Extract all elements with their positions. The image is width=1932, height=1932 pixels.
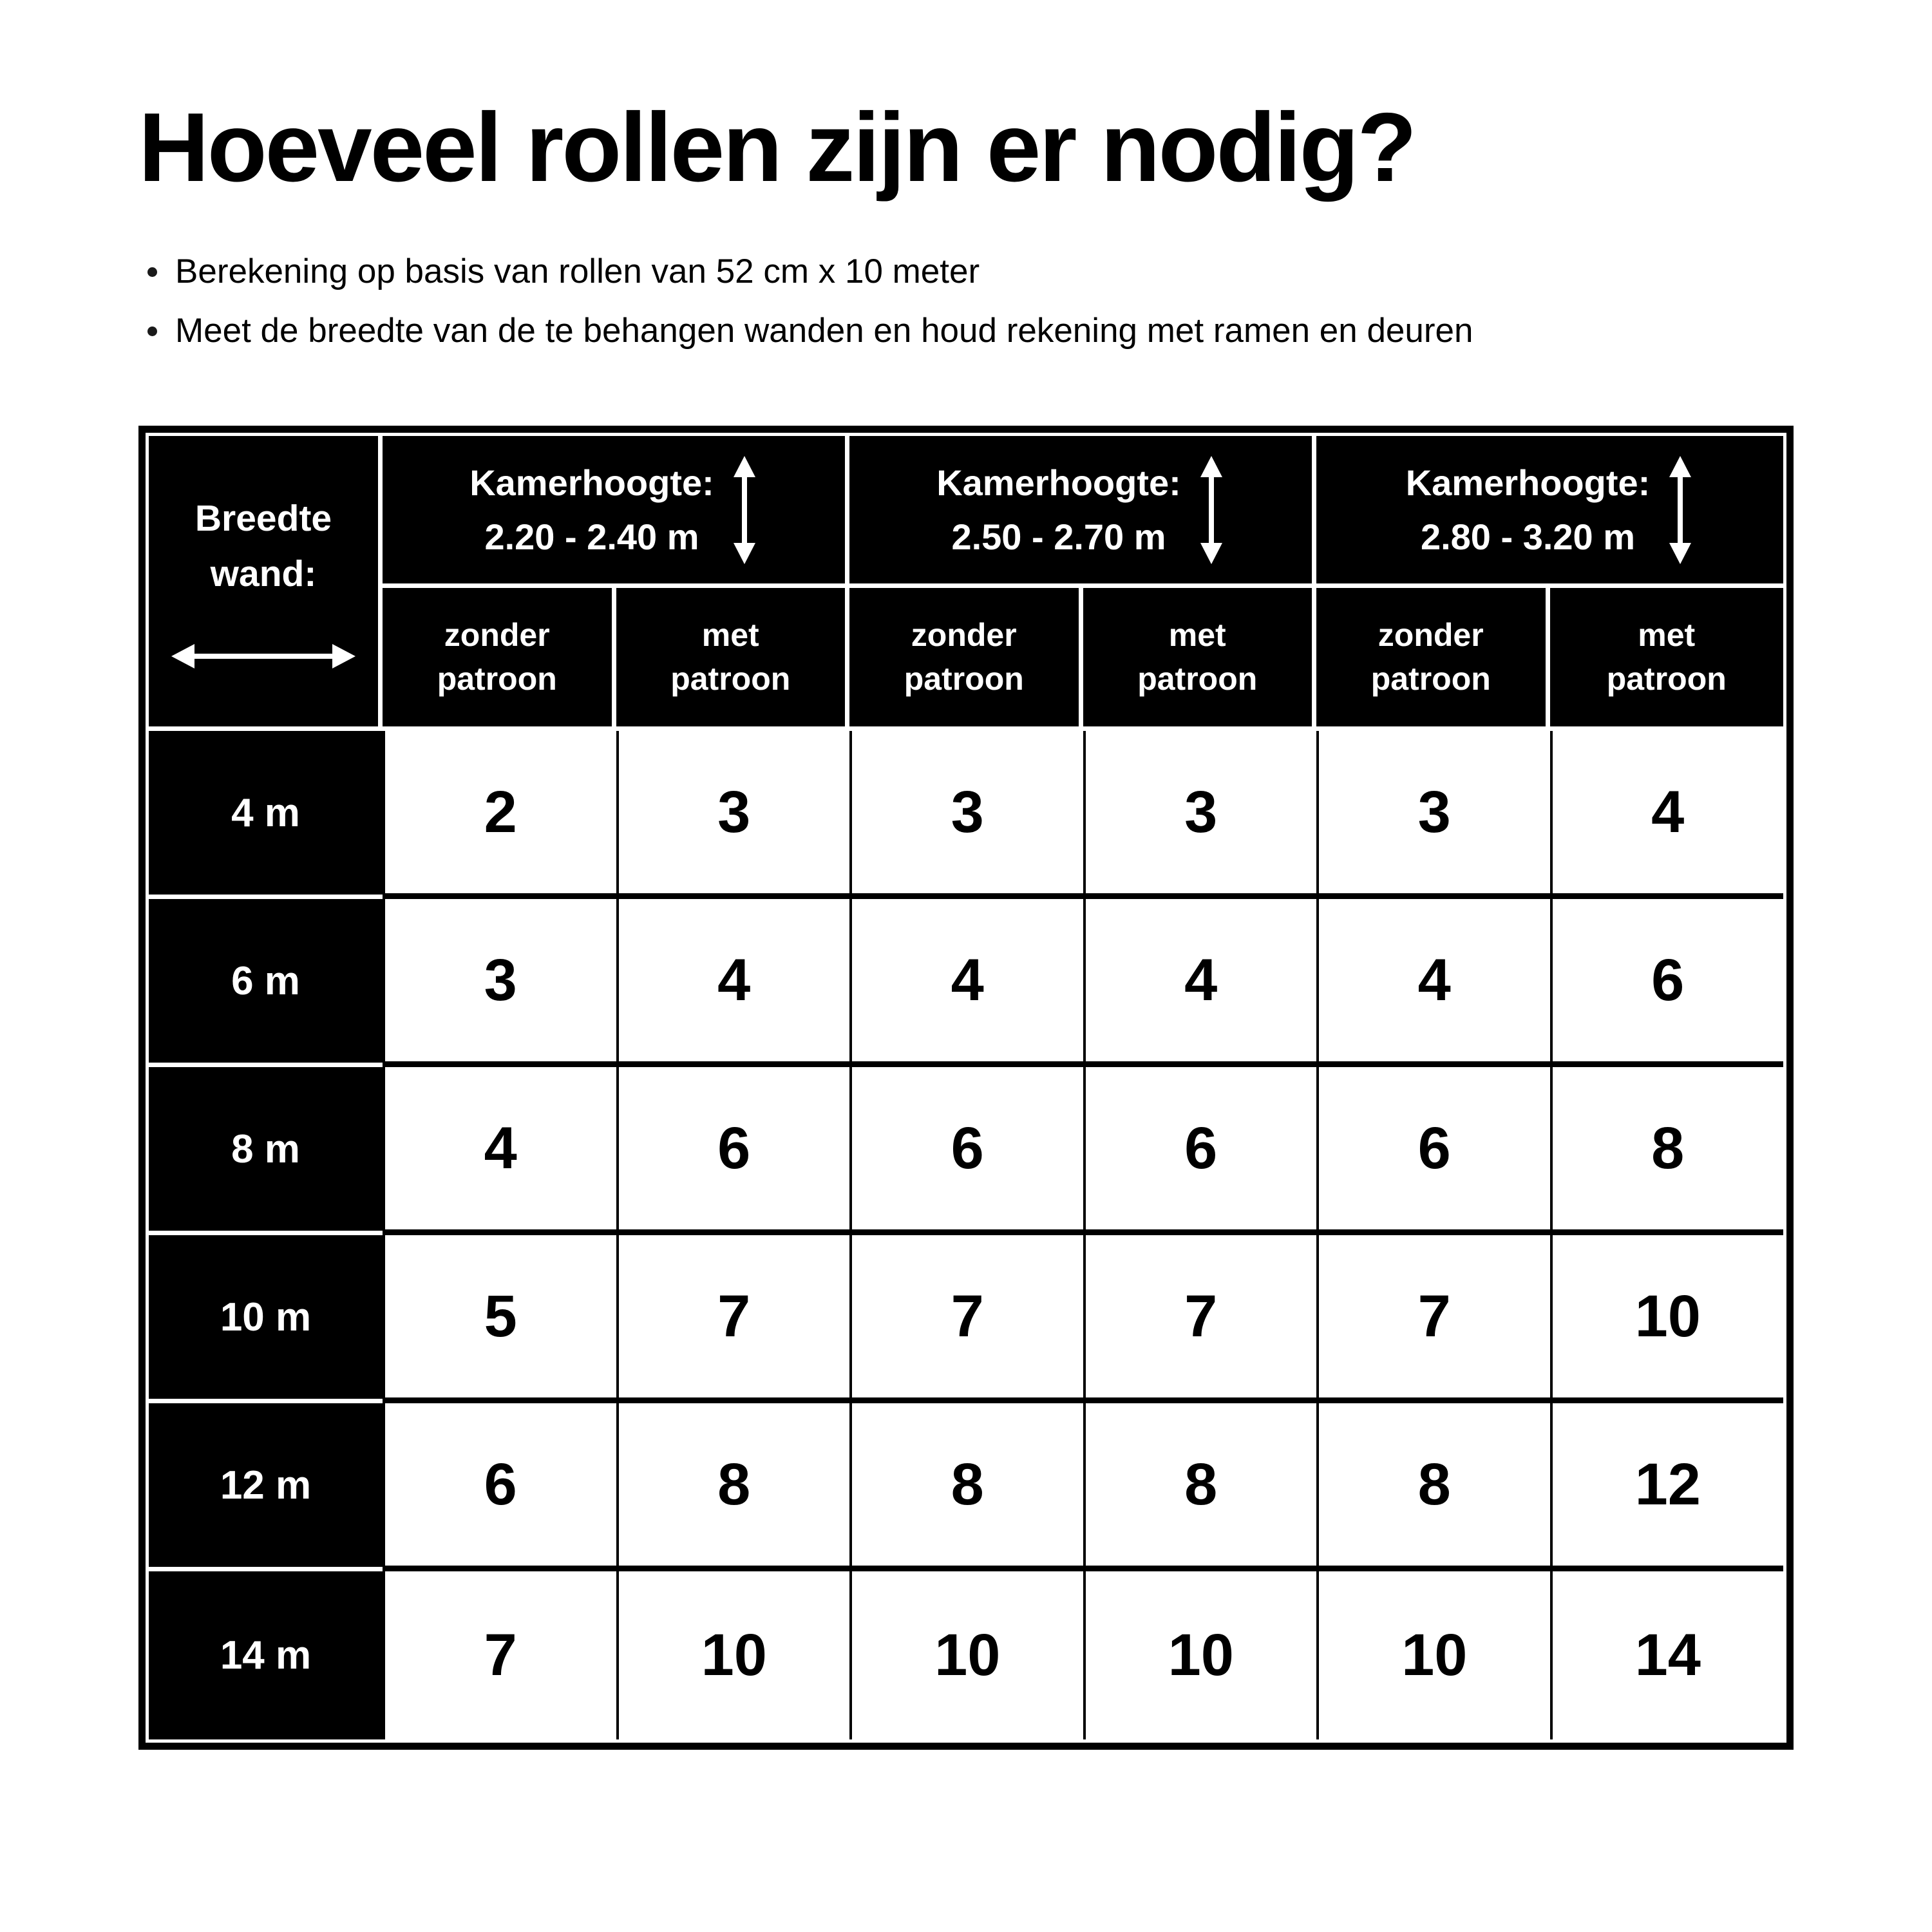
- list-item: [138, 309, 1794, 354]
- value-cell: 10: [616, 1571, 850, 1739]
- value-cell: 7: [383, 1571, 616, 1739]
- value-cell: 4: [1083, 899, 1317, 1067]
- subheader-label: met patroon: [670, 617, 791, 697]
- value-cell: 8: [849, 1403, 1083, 1571]
- subheader-label: met patroon: [1137, 617, 1258, 697]
- list-item: [138, 250, 1794, 294]
- subheader-zonder-patroon: [849, 588, 1083, 731]
- subheader-met-patroon: [1083, 588, 1317, 731]
- subheader-zonder-patroon: [383, 588, 616, 731]
- table-row: [149, 731, 1783, 899]
- corner-header-label: [195, 491, 332, 601]
- row-label: 6 m: [149, 899, 383, 1067]
- subheader-zonder-patroon: [1316, 588, 1550, 731]
- vertical-double-arrow-icon: [731, 456, 758, 564]
- value-cell: 4: [1316, 899, 1550, 1067]
- value-cell: 6: [1550, 899, 1784, 1067]
- bullet-text: Berekening op basis van rollen van 52 cm x 10 meter: [175, 252, 980, 290]
- rolls-table: [138, 426, 1794, 1750]
- table-row: [149, 1571, 1783, 1739]
- value-cell: 2: [383, 731, 616, 899]
- vertical-double-arrow-icon: [1667, 456, 1694, 564]
- subheader-label: zonder patroon: [1370, 617, 1491, 697]
- value-cell: 10: [1316, 1571, 1550, 1739]
- value-cell: 3: [1316, 731, 1550, 899]
- row-label: 8 m: [149, 1067, 383, 1235]
- horizontal-double-arrow-icon: [171, 641, 355, 671]
- value-cell: 8: [616, 1403, 850, 1571]
- value-cell: 3: [849, 731, 1083, 899]
- value-cell: 3: [1083, 731, 1317, 899]
- value-cell: 6: [1083, 1067, 1317, 1235]
- bullet-icon: [147, 267, 157, 277]
- page-title: Hoeveel rollen zijn er nodig?: [138, 93, 1416, 202]
- value-cell: 14: [1550, 1571, 1784, 1739]
- group-header-text: [469, 456, 714, 564]
- value-cell: 12: [1550, 1403, 1784, 1571]
- row-label: 12 m: [149, 1403, 383, 1571]
- value-cell: 7: [1083, 1235, 1317, 1403]
- bullet-list: [138, 250, 1794, 354]
- corner-label-line1: Breedte: [194, 498, 332, 540]
- corner-header-breedte-wand: [149, 436, 383, 731]
- value-cell: 4: [616, 899, 850, 1067]
- table-row: [149, 899, 1783, 1067]
- group-header-kamerhoogte-1: [383, 436, 849, 588]
- group-range: 2.20 - 2.40 m: [484, 516, 699, 557]
- value-cell: 10: [1550, 1235, 1784, 1403]
- value-cell: 8: [1550, 1067, 1784, 1235]
- group-header-kamerhoogte-2: [849, 436, 1316, 588]
- value-cell: 7: [616, 1235, 850, 1403]
- vertical-double-arrow-icon: [1198, 456, 1225, 564]
- value-cell: 4: [849, 899, 1083, 1067]
- group-title: Kamerhoogte:: [936, 462, 1181, 503]
- value-cell: 5: [383, 1235, 616, 1403]
- value-cell: 6: [383, 1403, 616, 1571]
- group-range: 2.50 - 2.70 m: [951, 516, 1166, 557]
- row-label: 10 m: [149, 1235, 383, 1403]
- table-row: [149, 1235, 1783, 1403]
- group-header-text: [1406, 456, 1651, 564]
- row-label: 14 m: [149, 1571, 383, 1739]
- group-title: Kamerhoogte:: [1405, 462, 1651, 503]
- value-cell: 10: [849, 1571, 1083, 1739]
- row-label: 4 m: [149, 731, 383, 899]
- bullet-icon: [147, 327, 157, 336]
- value-cell: 6: [1316, 1067, 1550, 1235]
- value-cell: 4: [1550, 731, 1784, 899]
- group-title: Kamerhoogte:: [469, 462, 714, 503]
- subheader-met-patroon: [616, 588, 850, 731]
- value-cell: 7: [849, 1235, 1083, 1403]
- value-cell: 8: [1083, 1403, 1317, 1571]
- value-cell: 7: [1316, 1235, 1550, 1403]
- group-header-text: [936, 456, 1181, 564]
- subheader-met-patroon: [1550, 588, 1784, 731]
- subheader-label: zonder patroon: [904, 617, 1024, 697]
- subheader-label: zonder patroon: [437, 617, 557, 697]
- table-row: [149, 1067, 1783, 1235]
- group-header-kamerhoogte-3: [1316, 436, 1783, 588]
- value-cell: 6: [849, 1067, 1083, 1235]
- value-cell: 6: [616, 1067, 850, 1235]
- value-cell: 8: [1316, 1403, 1550, 1571]
- corner-label-line2: wand:: [210, 553, 317, 594]
- subheader-label: met patroon: [1606, 617, 1727, 697]
- value-cell: 3: [616, 731, 850, 899]
- group-range: 2.80 - 3.20 m: [1420, 516, 1636, 557]
- value-cell: 3: [383, 899, 616, 1067]
- bullet-text: Meet de breedte van de te behangen wanden en houd rekening met ramen en deuren: [175, 312, 1473, 350]
- value-cell: 4: [383, 1067, 616, 1235]
- value-cell: 10: [1083, 1571, 1317, 1739]
- table-header: [149, 436, 1783, 731]
- table-row: [149, 1403, 1783, 1571]
